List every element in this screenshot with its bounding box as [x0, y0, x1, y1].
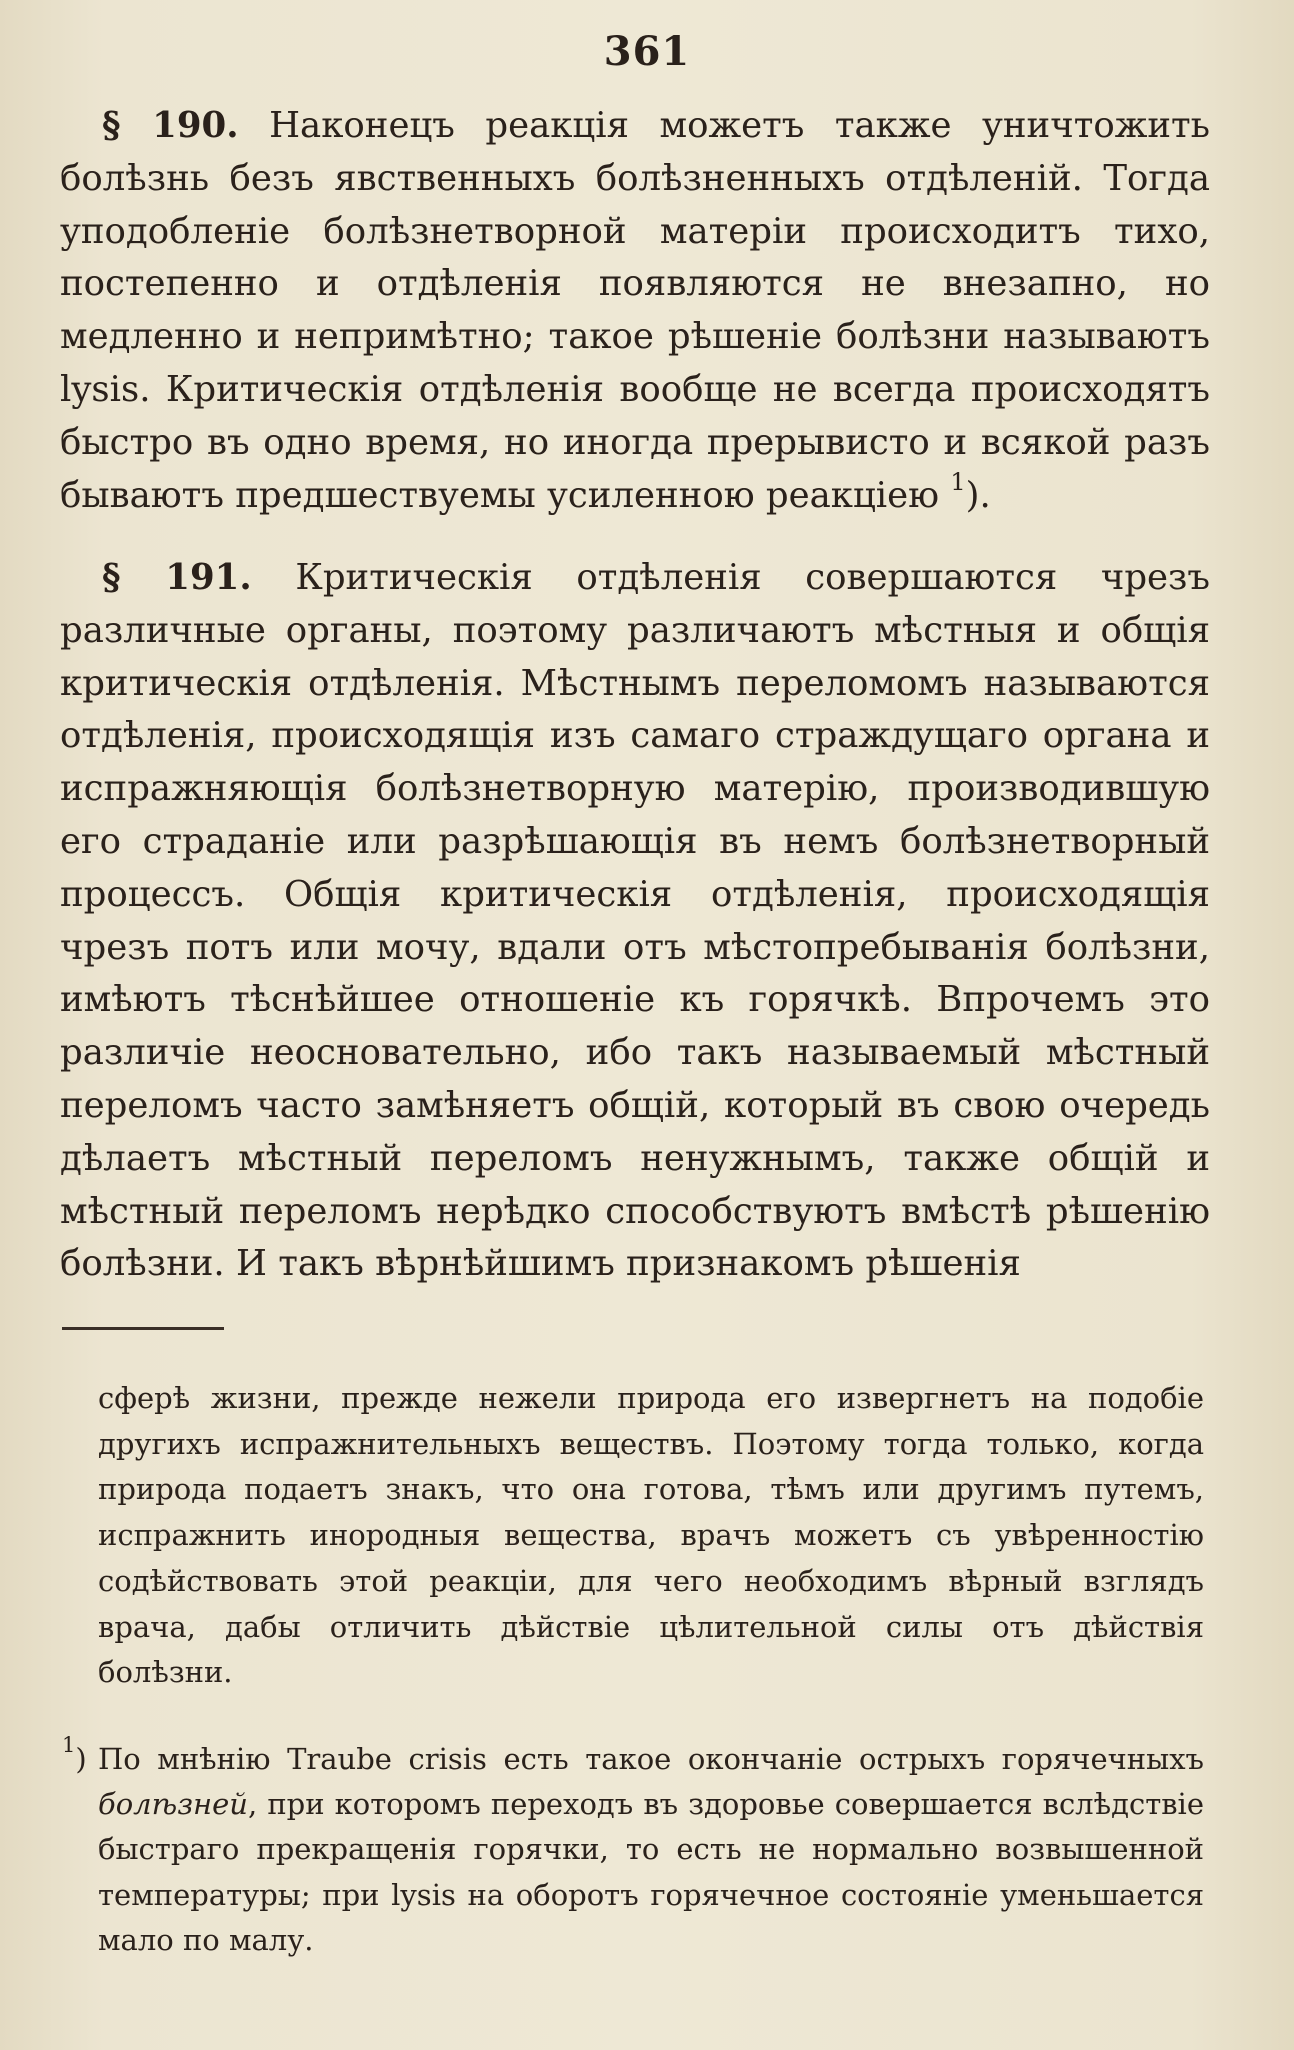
footnote-marker-paren: ): [75, 1742, 87, 1776]
paragraph-190-body: Наконецъ реакція можетъ также уничтожить болѣзнь безъ явственныхъ болѣзненныхъ отдѣленій. Тогда уподобленіе болѣзнетворной матеріи происходитъ тихо, постепенно и отдѣленія появляются не внезапно, но медленно и непримѣтно; такое рѣшеніе болѣзни называютъ lysis. Критическія отдѣленія вообще не всегда происходятъ быстро въ одно время, но иногда прерывисто и всякой разъ бываютъ предшествуемы усиленною реакціею: [60, 105, 1210, 516]
footnote-marker: [62, 1733, 98, 1782]
paragraph-190-end: ).: [965, 474, 991, 516]
paragraph-190: [60, 100, 1210, 522]
footnote-1-text-b: , при которомъ переходъ въ здоровье совершается вслѣдствіе быстраго прекращенія горячки, то есть не нормально возвышенной температуры; при lysis на оборотъ горячечное состояніе уменьшается мало по малу.: [98, 1787, 1204, 1957]
footnote-reference[interactable]: 1: [950, 467, 966, 496]
section-number-191: § 191.: [102, 557, 252, 598]
paragraph-190-text: [60, 100, 1210, 522]
footnote-1-italic-word: болѣзней: [98, 1787, 248, 1822]
page-number: 361: [603, 28, 691, 75]
footnote-1-text-a: По мнѣнію Traube crisis есть такое окончаніе острыхъ горячечныхъ: [98, 1742, 1204, 1776]
footnote-marker-number: 1: [62, 1733, 76, 1758]
paragraph-191: [60, 552, 1210, 1291]
paragraph-191-text: [60, 552, 1210, 1291]
section-number-190: § 190.: [102, 105, 239, 146]
footnote-1: [62, 1733, 1204, 1963]
paragraph-191-body: Критическія отдѣленія совершаются чрезъ различные органы, поэтому различаютъ мѣстныя и общія критическія отдѣленія. Мѣстнымъ переломомъ называются отдѣленія, происходящія изъ самаго страждущаго органа и испражняющія болѣзнетворную матерію, производившую его страданіе или разрѣшающія въ немъ болѣзнетворный процессъ. Общія критическія отдѣленія, происходящія чрезъ потъ или мочу, вдали отъ мѣстопребыванія болѣзни, имѣютъ тѣснѣйшее отношеніе къ горячкѣ. Впрочемъ это различіе неосновательно, ибо такъ называемый мѣстный переломъ часто замѣняетъ общій, который въ свою очередь дѣлаетъ мѣстный переломъ ненужнымъ, также общій и мѣстный переломъ нерѣдко способствуютъ вмѣстѣ рѣшенію болѣзни. И такъ вѣрнѣйшимъ признакомъ рѣшенія: [60, 557, 1210, 1285]
footnote-divider: [62, 1327, 224, 1330]
footnote-continuation: сферѣ жизни, прежде нежели природа его извергнетъ на подобіе другихъ испражнительныхъ веществъ. Поэтому тогда только, когда природа подаетъ знакъ, что она готова, тѣмъ или другимъ путемъ, испражнить инородныя вещества, врачъ можетъ съ увѣренностію содѣйствовать этой реакціи, для чего необходимъ вѣрный взглядъ врача, дабы отличить дѣйствіе цѣлительной силы отъ дѣйствія болѣзни.: [98, 1381, 1204, 1690]
